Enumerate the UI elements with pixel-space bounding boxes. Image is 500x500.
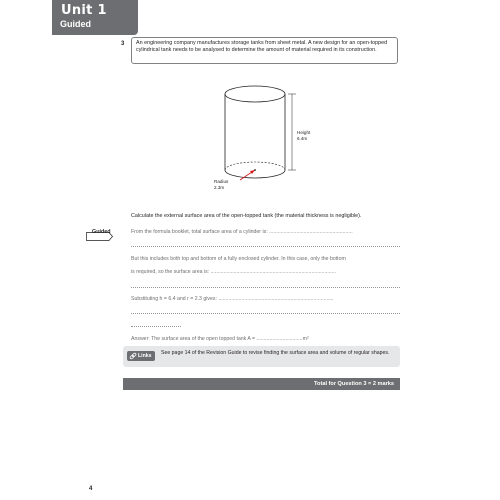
page-number: 4 bbox=[89, 486, 93, 492]
answer-dotted-line-4[interactable] bbox=[131, 326, 181, 327]
instruction-text: Calculate the external surface area of the open-topped tank (the material thickness is negligible). bbox=[131, 213, 362, 219]
cylinder-bottom-front bbox=[225, 170, 285, 178]
working-line-3: is required, so the surface area is: ....................................................................................... bbox=[131, 269, 336, 275]
cylinder-figure bbox=[200, 80, 330, 195]
answer-dotted-line-2[interactable] bbox=[131, 287, 400, 288]
working-line-1: From the formula booklet, total surface area of a cylinder is: .......................................................... bbox=[131, 229, 353, 235]
question-text: An engineering company manufactures storage tanks from sheet metal. A new design for an open-topped cylindrical tank needs to be analysed to determine the amount of material required in its construction. bbox=[136, 40, 388, 54]
guided-badge-label: Guided bbox=[92, 229, 111, 235]
radius-label-text: Radius bbox=[214, 179, 229, 184]
links-label: Links bbox=[138, 352, 152, 359]
height-value-text: 6.4m bbox=[297, 136, 308, 141]
cylinder-diagram bbox=[200, 80, 330, 195]
unit-title: Unit 1 bbox=[61, 3, 107, 18]
guided-badge bbox=[86, 228, 113, 237]
answer-dotted-line-3[interactable] bbox=[131, 313, 400, 314]
radius-label bbox=[214, 179, 228, 191]
radius-value-text: 2.3m bbox=[214, 185, 225, 190]
total-marks-text: Total for Question 3 = 2 marks bbox=[314, 380, 394, 387]
links-badge bbox=[127, 351, 155, 361]
section-label: Guided bbox=[60, 19, 91, 29]
cylinder-bottom-back bbox=[225, 162, 285, 170]
link-chain-icon bbox=[128, 351, 138, 361]
cylinder-top-ellipse bbox=[225, 86, 285, 102]
links-panel bbox=[123, 346, 400, 367]
height-label bbox=[297, 130, 310, 142]
working-line-2: But this includes both top and bottom of a fully enclosed cylinder. In this case, only the bottom bbox=[131, 256, 346, 262]
answer-dotted-line-1[interactable] bbox=[131, 246, 400, 247]
unit-tab bbox=[52, 0, 138, 35]
total-marks-bar bbox=[123, 378, 400, 390]
working-line-4: Substituting h = 6.4 and r = 2.3 gives: ................................................................................ bbox=[131, 296, 334, 302]
answer-line: Answer: The surface area of the open topped tank A = ................................m² bbox=[131, 336, 309, 342]
height-label-text: Height bbox=[297, 130, 311, 135]
question-box bbox=[131, 37, 398, 64]
radius-arrow-head bbox=[250, 170, 255, 174]
links-text: See page 14 of the Revision Guide to revise finding the surface area and volume of regular shapes. bbox=[161, 350, 390, 356]
cylinder-center-dot bbox=[254, 169, 256, 171]
question-number: 3 bbox=[121, 41, 125, 47]
